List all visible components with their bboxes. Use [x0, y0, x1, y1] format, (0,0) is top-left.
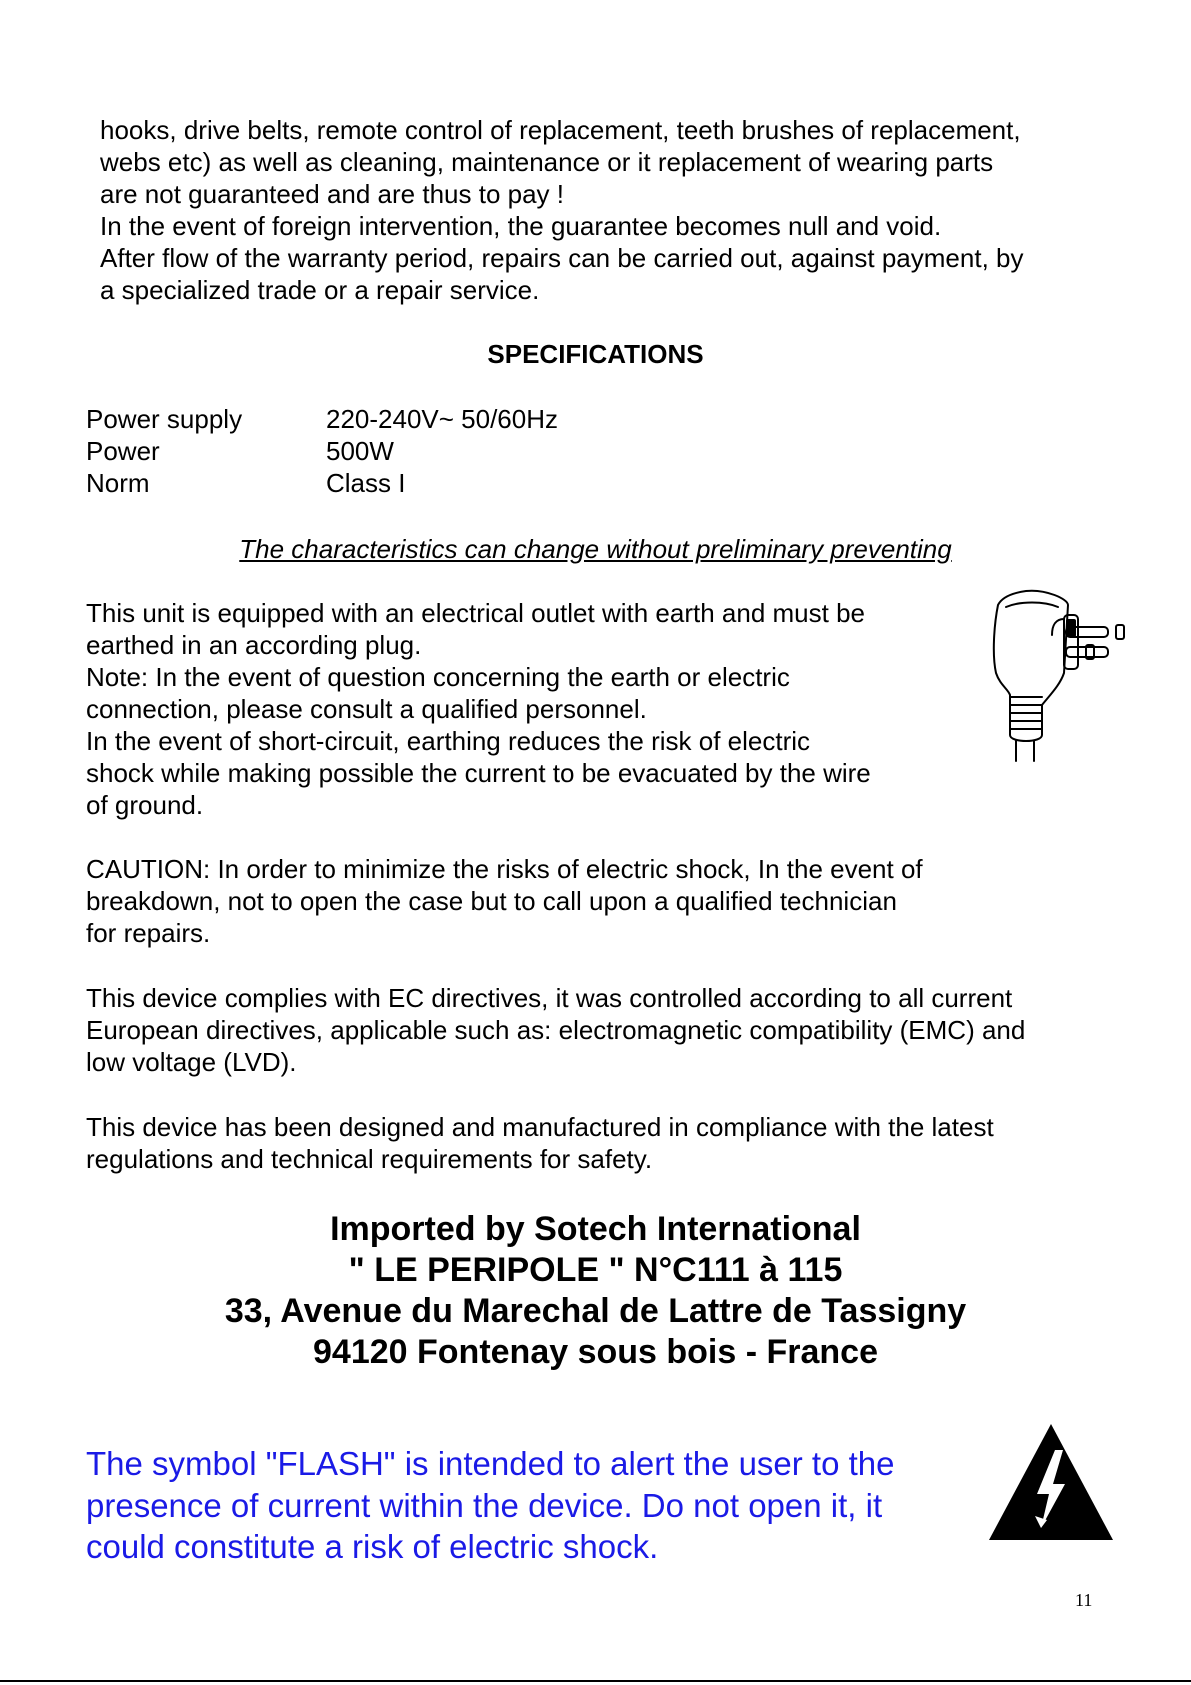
ec-line: low voltage (LVD).	[86, 1047, 297, 1077]
flash-warning-line: could constitute a risk of electric shock.	[86, 1528, 659, 1565]
specifications-heading: SPECIFICATIONS	[487, 339, 704, 369]
earth-line: In the event of short-circuit, earthing reduces the risk of electric	[86, 726, 811, 756]
lightning-warning-icon	[985, 1420, 1117, 1544]
spec-label: Norm	[86, 468, 150, 498]
earth-line: shock while making possible the current to be evacuated by the wire	[86, 758, 871, 788]
spec-label: Power supply	[86, 404, 243, 434]
spec-value: Class I	[326, 468, 406, 498]
page-number: 11	[1075, 1590, 1093, 1610]
flash-warning-line: presence of current within the device. Do not open it, it	[86, 1487, 883, 1524]
caution-line: CAUTION: In order to minimize the risks of electric shock, In the event of	[86, 854, 923, 884]
intro-line: webs etc) as well as cleaning, maintenance or it replacement of wearing parts	[100, 147, 994, 177]
earth-line: This unit is equipped with an electrical outlet with earth and must be	[86, 598, 865, 628]
intro-line: a specialized trade or a repair service.	[100, 275, 540, 305]
importer-line: Imported by Sotech International	[330, 1210, 861, 1248]
importer-line: 94120 Fontenay sous bois - France	[313, 1333, 878, 1371]
intro-line: hooks, drive belts, remote control of replacement, teeth brushes of replacement,	[100, 115, 1021, 145]
caution-line: for repairs.	[86, 918, 211, 948]
caution-line: breakdown, not to open the case but to call upon a qualified technician	[86, 886, 897, 916]
intro-line: are not guaranteed and are thus to pay !	[100, 179, 565, 209]
earth-line: connection, please consult a qualified personnel.	[86, 694, 647, 724]
earth-line: of ground.	[86, 790, 204, 820]
earth-line: earthed in an according plug.	[86, 630, 422, 660]
bottom-rule	[0, 1680, 1191, 1682]
ec-line: European directives, applicable such as: electromagnetic compatibility (EMC) and	[86, 1015, 1026, 1045]
safety-line: regulations and technical requirements for safety.	[86, 1144, 653, 1174]
specifications-disclaimer: The characteristics can change without preliminary preventing	[239, 534, 952, 564]
spec-value: 220-240V~ 50/60Hz	[326, 404, 559, 434]
earth-line: Note: In the event of question concerning the earth or electric	[86, 662, 790, 692]
flash-warning-line: The symbol "FLASH" is intended to alert the user to the	[86, 1445, 895, 1482]
importer-line: 33, Avenue du Marechal de Lattre de Tassigny	[224, 1292, 967, 1330]
ec-line: This device complies with EC directives, it was controlled according to all current	[86, 983, 1013, 1013]
spec-value: 500W	[326, 436, 394, 466]
intro-line: After flow of the warranty period, repairs can be carried out, against payment, by	[100, 243, 1024, 273]
schuko-plug-icon	[986, 585, 1126, 765]
importer-line: " LE PERIPOLE " N°C111 à 115	[348, 1251, 843, 1289]
spec-label: Power	[86, 436, 160, 466]
intro-line: In the event of foreign intervention, the guarantee becomes null and void.	[100, 211, 942, 241]
safety-line: This device has been designed and manufactured in compliance with the latest	[86, 1112, 994, 1142]
